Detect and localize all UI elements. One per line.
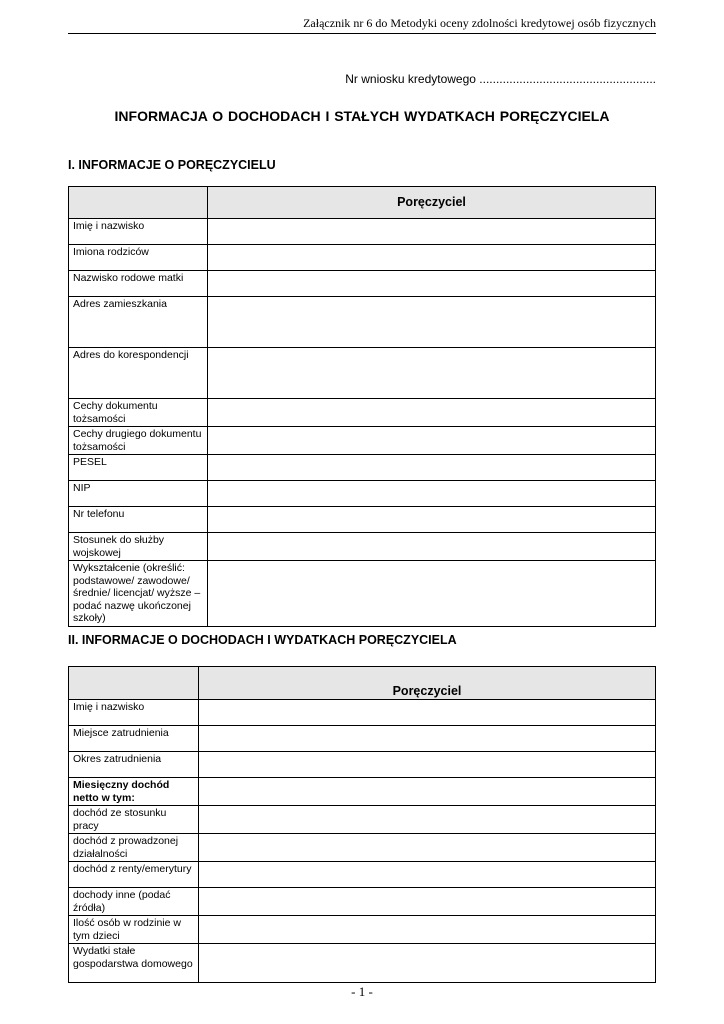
table-row [69,834,656,862]
row-label: Cechy drugiego dokumentu tożsamości [69,427,208,455]
table-row [69,455,656,481]
header-empty-cell [69,187,208,219]
row-label: PESEL [69,455,208,481]
value-cell[interactable] [199,888,656,916]
value-cell[interactable] [208,245,656,271]
table-row [69,862,656,888]
table-row [69,726,656,752]
row-label: Nr telefonu [69,507,208,533]
table-row [69,533,656,561]
header-empty-cell [69,667,199,700]
table-row [69,888,656,916]
value-cell[interactable] [199,700,656,726]
value-cell[interactable] [199,834,656,862]
row-label: Wykształcenie (określić: podstawowe/ zawodowe/ średnie/ licencjat/ wyższe – podać nazwę ukończonej szkoły) [69,561,208,627]
row-label: Ilość osób w rodzinie w tym dzieci [69,916,199,944]
row-label: Miesięczny dochód netto w tym: [69,778,199,806]
value-cell[interactable] [199,916,656,944]
section-2-title: II. INFORMACJE O DOCHODACH I WYDATKACH PORĘCZYCIELA [68,633,457,647]
value-cell[interactable] [208,507,656,533]
table-row [69,348,656,399]
table-row [69,399,656,427]
row-label: Wydatki stałe gospodarstwa domowego [69,944,199,983]
value-cell[interactable] [199,862,656,888]
header-divider [68,33,656,34]
value-cell[interactable] [208,297,656,348]
table-row [69,806,656,834]
table-row [69,507,656,533]
row-label: Cechy dokumentu tożsamości [69,399,208,427]
row-label: dochód z prowadzonej działalności [69,834,199,862]
page-number: - 1 - [351,984,373,999]
table-row [69,752,656,778]
table-row [69,561,656,627]
table-header-row [69,667,656,700]
value-cell[interactable] [208,455,656,481]
table-row [69,700,656,726]
table-row [69,427,656,455]
row-label: Adres zamieszkania [69,297,208,348]
table-row [69,481,656,507]
section-1-title: I. INFORMACJE O PORĘCZYCIELU [68,158,276,172]
value-cell[interactable] [199,778,656,806]
value-cell[interactable] [199,726,656,752]
table-row [69,297,656,348]
value-cell[interactable] [199,806,656,834]
table-row [69,245,656,271]
row-label: dochód z renty/emerytury [69,862,199,888]
value-cell[interactable] [208,561,656,627]
value-cell[interactable] [208,427,656,455]
value-cell[interactable] [199,944,656,983]
column-header: Poręczyciel [199,667,656,700]
table-row [69,219,656,245]
table-row [69,944,656,983]
row-label: Stosunek do służby wojskowej [69,533,208,561]
row-label: Okres zatrudnienia [69,752,199,778]
value-cell[interactable] [208,399,656,427]
income-expenses-table [68,666,656,983]
row-label: dochód ze stosunku pracy [69,806,199,834]
value-cell[interactable] [208,271,656,297]
table-row [69,271,656,297]
header-note: Załącznik nr 6 do Metodyki oceny zdolności kredytowej osób fizycznych [303,16,656,30]
row-label: dochody inne (podać źródła) [69,888,199,916]
application-number: Nr wniosku kredytowego ..................................................... [345,72,656,86]
row-label: Adres do korespondencji [69,348,208,399]
table-header-row [69,187,656,219]
value-cell[interactable] [208,481,656,507]
value-cell[interactable] [208,219,656,245]
value-cell[interactable] [208,533,656,561]
row-label: Imię i nazwisko [69,700,199,726]
value-cell[interactable] [199,752,656,778]
row-label: Miejsce zatrudnienia [69,726,199,752]
value-cell[interactable] [208,348,656,399]
guarantor-info-table [68,186,656,627]
table-row [69,916,656,944]
row-label: Imiona rodziców [69,245,208,271]
row-label: NIP [69,481,208,507]
row-label: Imię i nazwisko [69,219,208,245]
table-row [69,778,656,806]
row-label: Nazwisko rodowe matki [69,271,208,297]
page-title: INFORMACJA O DOCHODACH I STAŁYCH WYDATKACH PORĘCZYCIELA [114,108,610,124]
column-header: Poręczyciel [208,187,656,219]
